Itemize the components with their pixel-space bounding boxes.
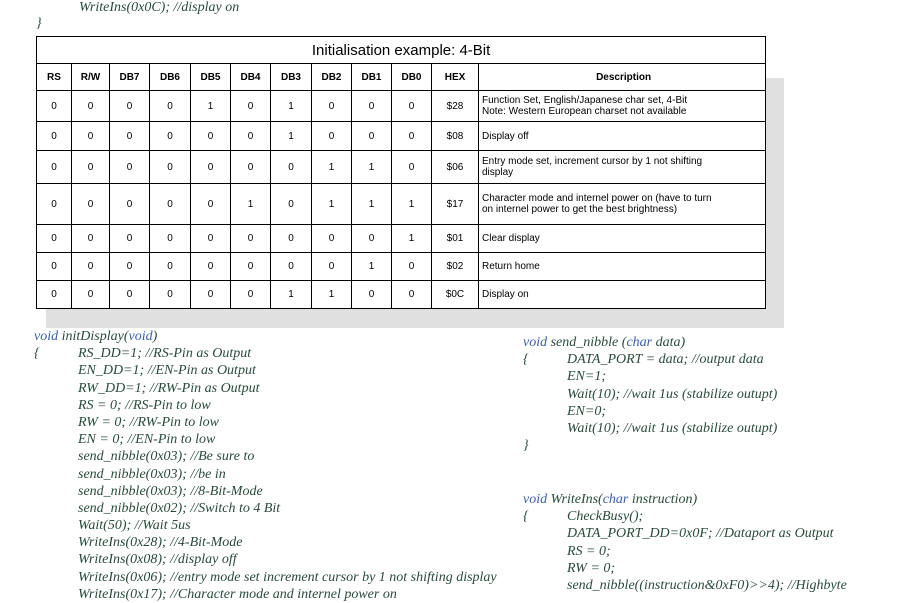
- bit-cell: 1: [312, 184, 352, 225]
- code-line: WriteIns(0x06); //entry mode set increment cursor by 1 not shifting display: [78, 569, 497, 585]
- bit-cell: 0: [312, 122, 352, 151]
- code-line: EN=1;: [567, 369, 606, 385]
- write-ins-signature: void WriteIns(char instruction): [523, 492, 698, 507]
- description-cell: [479, 184, 766, 225]
- bit-cell: 0: [312, 91, 352, 122]
- bit-cell: 0: [110, 91, 150, 122]
- bit-cell: 0: [312, 225, 352, 253]
- code-line: WriteIns(0x17); //Character mode and internel power on: [78, 586, 397, 602]
- code-line: RW = 0;: [567, 560, 616, 576]
- code-line: DATA_PORT = data; //output data: [567, 352, 764, 368]
- hex-cell: $28: [432, 91, 479, 122]
- bit-cell: 0: [37, 253, 72, 281]
- bit-cell: 1: [271, 91, 312, 122]
- code-line: send_nibble(0x03); //be in: [78, 466, 226, 482]
- bit-cell: 1: [191, 91, 231, 122]
- open-brace: {: [523, 352, 529, 368]
- bit-cell: 0: [110, 225, 150, 253]
- bit-cell: 0: [392, 151, 432, 184]
- bit-cell: 0: [150, 91, 191, 122]
- code-line: RS_DD=1; //RS-Pin as Output: [78, 346, 252, 362]
- write-ins-code: [523, 491, 847, 594]
- bit-cell: 1: [392, 225, 432, 253]
- bit-cell: 0: [352, 122, 392, 151]
- hex-cell: $08: [432, 122, 479, 151]
- bit-cell: 0: [231, 281, 271, 309]
- code-line: RW = 0; //RW-Pin to low: [78, 414, 220, 430]
- table-row: [37, 151, 766, 184]
- bit-cell: 0: [110, 281, 150, 309]
- open-brace: {: [523, 509, 529, 525]
- description-line: on internel power to get the best brightness): [482, 204, 678, 215]
- description-cell: [479, 281, 766, 309]
- bit-cell: 0: [37, 281, 72, 309]
- bit-cell: 0: [191, 253, 231, 281]
- code-line-display-on: WriteIns(0x0C); //display on: [79, 0, 240, 15]
- description-line: Character mode and internel power on (have to turn: [482, 193, 712, 204]
- hex-cell: $06: [432, 151, 479, 184]
- bit-cell: 0: [150, 281, 191, 309]
- table-row: [37, 91, 766, 122]
- column-header: DB3: [271, 64, 312, 91]
- bit-cell: 1: [271, 281, 312, 309]
- code-line: RS = 0; //RS-Pin to low: [78, 397, 211, 413]
- bit-cell: 0: [312, 253, 352, 281]
- bit-cell: 0: [392, 253, 432, 281]
- table-row: [37, 281, 766, 309]
- code-line: RW_DD=1; //RW-Pin as Output: [78, 380, 260, 396]
- bit-cell: 1: [312, 151, 352, 184]
- bit-cell: 0: [72, 151, 110, 184]
- bit-cell: 0: [191, 151, 231, 184]
- description-line: display: [482, 167, 514, 178]
- code-line: Wait(10); //wait 1us (stabilize outupt): [567, 386, 778, 402]
- bit-cell: 0: [37, 151, 72, 184]
- bit-cell: 0: [72, 281, 110, 309]
- hex-cell: $17: [432, 184, 479, 225]
- bit-cell: 0: [271, 253, 312, 281]
- code-line: send_nibble(0x03); //Be sure to: [78, 449, 255, 465]
- bit-cell: 0: [191, 281, 231, 309]
- description-line: Entry mode set, increment cursor by 1 not shifting: [482, 156, 703, 167]
- bit-cell: 0: [72, 91, 110, 122]
- table-body: [37, 91, 766, 309]
- bit-cell: 1: [352, 184, 392, 225]
- description-line: Clear display: [482, 233, 540, 244]
- description-cell: [479, 122, 766, 151]
- bit-cell: 0: [392, 281, 432, 309]
- column-header: DB4: [231, 64, 271, 91]
- init-table: [36, 36, 766, 309]
- column-header: DB1: [352, 64, 392, 91]
- bit-cell: 0: [72, 253, 110, 281]
- bit-cell: 0: [191, 225, 231, 253]
- code-line: send_nibble((instruction&0xF0)>>4); //Highbyte: [567, 577, 847, 593]
- column-header: HEX: [432, 64, 479, 91]
- bit-cell: 0: [392, 91, 432, 122]
- description-line: Return home: [482, 261, 540, 272]
- open-brace: {: [34, 346, 40, 362]
- description-line: Function Set, English/Japanese char set, 4-Bit: [482, 95, 688, 106]
- description-cell: [479, 91, 766, 122]
- description-cell: [479, 253, 766, 281]
- bit-cell: 0: [110, 253, 150, 281]
- closing-brace: }: [36, 16, 42, 31]
- code-line: WriteIns(0x28); //4-Bit-Mode: [78, 535, 243, 551]
- bit-cell: 0: [150, 122, 191, 151]
- column-header: DB0: [392, 64, 432, 91]
- table-row: [37, 184, 766, 225]
- code-line: EN=0;: [567, 403, 606, 419]
- code-line: RS = 0;: [567, 543, 611, 559]
- code-line: EN_DD=1; //EN-Pin as Output: [78, 363, 256, 379]
- bit-cell: 0: [271, 225, 312, 253]
- bit-cell: 1: [231, 184, 271, 225]
- bit-cell: 0: [392, 122, 432, 151]
- bit-cell: 0: [37, 184, 72, 225]
- description-cell: [479, 225, 766, 253]
- send-nibble-signature: void send_nibble (char data): [523, 335, 686, 350]
- column-header: DB6: [150, 64, 191, 91]
- bit-cell: 0: [72, 122, 110, 151]
- column-header: DB5: [191, 64, 231, 91]
- hex-cell: $02: [432, 253, 479, 281]
- table-row: [37, 225, 766, 253]
- bit-cell: 0: [231, 122, 271, 151]
- bit-cell: 0: [110, 122, 150, 151]
- bit-cell: 0: [37, 122, 72, 151]
- bit-cell: 0: [150, 225, 191, 253]
- bit-cell: 0: [150, 151, 191, 184]
- bit-cell: 1: [312, 281, 352, 309]
- bit-cell: 0: [37, 91, 72, 122]
- bit-cell: 0: [352, 225, 392, 253]
- bit-cell: 0: [110, 151, 150, 184]
- code-line: CheckBusy();: [567, 509, 644, 525]
- description-line: Note: Western European charset not available: [482, 106, 687, 117]
- bit-cell: 1: [352, 151, 392, 184]
- code-line: EN = 0; //EN-Pin to low: [78, 432, 216, 448]
- column-header: RS: [37, 64, 72, 91]
- header-row: [37, 64, 766, 91]
- bit-cell: 0: [352, 91, 392, 122]
- bit-cell: 0: [271, 184, 312, 225]
- bit-cell: 0: [37, 225, 72, 253]
- bit-cell: 0: [72, 225, 110, 253]
- bit-cell: 1: [352, 253, 392, 281]
- column-header: R/W: [72, 64, 110, 91]
- bit-cell: 1: [271, 122, 312, 151]
- init-display-signature: void initDisplay(void): [34, 329, 158, 344]
- code-line: send_nibble(0x02); //Switch to 4 Bit: [78, 500, 281, 516]
- hex-cell: $0C: [432, 281, 479, 309]
- description-line: Display on: [482, 289, 529, 300]
- bit-cell: 0: [231, 151, 271, 184]
- init-display-code: [34, 328, 497, 603]
- bit-cell: 0: [231, 253, 271, 281]
- bit-cell: 0: [150, 253, 191, 281]
- bit-cell: 0: [110, 184, 150, 225]
- table-title: Initialisation example: 4-Bit: [37, 37, 766, 64]
- column-header: DB2: [312, 64, 352, 91]
- code-line: Wait(50); //Wait 5us: [78, 518, 191, 534]
- bit-cell: 0: [191, 122, 231, 151]
- bit-cell: 0: [352, 281, 392, 309]
- bit-cell: 0: [150, 184, 191, 225]
- table-row: [37, 122, 766, 151]
- column-header: DB7: [110, 64, 150, 91]
- bit-cell: 1: [392, 184, 432, 225]
- code-line: DATA_PORT_DD=0x0F; //Dataport as Output: [567, 526, 834, 542]
- bit-cell: 0: [191, 184, 231, 225]
- bit-cell: 0: [231, 225, 271, 253]
- column-header: Description: [479, 64, 766, 91]
- send-nibble-code: [523, 334, 777, 454]
- code-line: send_nibble(0x03); //8-Bit-Mode: [78, 483, 263, 499]
- hex-cell: $01: [432, 225, 479, 253]
- description-line: Display off: [482, 130, 529, 142]
- bit-cell: 0: [72, 184, 110, 225]
- table-row: [37, 253, 766, 281]
- code-line: WriteIns(0x08); //display off: [78, 552, 237, 568]
- bit-cell: 0: [231, 91, 271, 122]
- bit-cell: 0: [271, 151, 312, 184]
- code-line: Wait(10); //wait 1us (stabilize outupt): [567, 420, 778, 436]
- close-brace: }: [523, 438, 529, 454]
- description-cell: [479, 151, 766, 184]
